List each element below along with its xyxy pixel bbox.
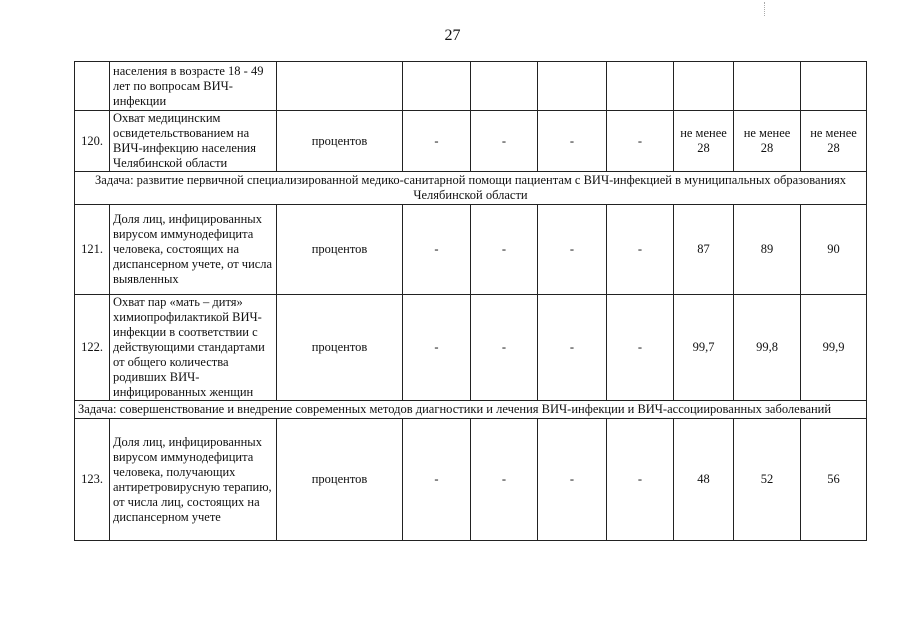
value-cell-4: - — [607, 295, 674, 401]
value-cell-5: 87 — [674, 205, 734, 295]
value-cell-6: 99,8 — [734, 295, 801, 401]
row-number: 121. — [75, 205, 110, 295]
value-cell-4: - — [607, 419, 674, 541]
value-cell-7: 56 — [801, 419, 867, 541]
value-cell-1: - — [403, 111, 471, 172]
unit-cell — [277, 62, 403, 111]
task-heading: Задача: совершенствование и внедрение современных методов диагностики и лечения ВИЧ-инфекции и ВИЧ-ассоциированных заболеваний — [75, 401, 867, 419]
table-row-121 — [75, 205, 867, 295]
unit-cell: процентов — [277, 295, 403, 401]
margin-mark — [764, 2, 769, 16]
value-cell-7: 90 — [801, 205, 867, 295]
table-row-continuation — [75, 62, 867, 111]
value-cell-5 — [674, 62, 734, 111]
value-cell-1: - — [403, 205, 471, 295]
indicator-name: Охват пар «мать – дитя» химиопрофилактикой ВИЧ-инфекции в соответствии с действующими стандартами от общего количества родивших ВИЧ-инфицированных женщин — [110, 295, 277, 401]
page-number: 27 — [444, 27, 461, 44]
value-cell-7: не менее 28 — [801, 111, 867, 172]
task-row-diagnostics — [75, 401, 867, 419]
indicator-name: Охват медицинским освидетельствованием на ВИЧ-инфекцию населения Челябинской области — [110, 111, 277, 172]
value-cell-4 — [607, 62, 674, 111]
row-number: 120. — [75, 111, 110, 172]
value-cell-5: 48 — [674, 419, 734, 541]
unit-cell: процентов — [277, 419, 403, 541]
row-number: 122. — [75, 295, 110, 401]
value-cell-2: - — [471, 295, 538, 401]
value-cell-3: - — [538, 205, 607, 295]
value-cell-1: - — [403, 295, 471, 401]
row-number: 123. — [75, 419, 110, 541]
value-cell-1: - — [403, 419, 471, 541]
table-row-122 — [75, 295, 867, 401]
table-row-120 — [75, 111, 867, 172]
task-heading: Задача: развитие первичной специализированной медико-санитарной помощи пациентам с ВИЧ-инфекцией в муниципальных образованиях Челябинской области — [75, 172, 867, 205]
unit-cell: процентов — [277, 205, 403, 295]
value-cell-3: - — [538, 295, 607, 401]
row-number — [75, 62, 110, 111]
value-cell-4: - — [607, 111, 674, 172]
value-cell-5: 99,7 — [674, 295, 734, 401]
value-cell-7: 99,9 — [801, 295, 867, 401]
value-cell-6: 52 — [734, 419, 801, 541]
value-cell-5: не менее 28 — [674, 111, 734, 172]
task-row-primary-care — [75, 172, 867, 205]
value-cell-3 — [538, 62, 607, 111]
indicator-name: Доля лиц, инфицированных вирусом иммунодефицита человека, состоящих на диспансерном учете, от числа выявленных — [110, 205, 277, 295]
value-cell-6 — [734, 62, 801, 111]
table-row-123 — [75, 419, 867, 541]
value-cell-2 — [471, 62, 538, 111]
indicators-table — [74, 61, 867, 541]
value-cell-3: - — [538, 111, 607, 172]
value-cell-2: - — [471, 111, 538, 172]
value-cell-7 — [801, 62, 867, 111]
value-cell-2: - — [471, 205, 538, 295]
value-cell-2: - — [471, 419, 538, 541]
indicator-name: населения в возрасте 18 - 49 лет по вопросам ВИЧ-инфекции — [110, 62, 277, 111]
value-cell-6: не менее 28 — [734, 111, 801, 172]
value-cell-4: - — [607, 205, 674, 295]
value-cell-3: - — [538, 419, 607, 541]
value-cell-1 — [403, 62, 471, 111]
indicator-name: Доля лиц, инфицированных вирусом иммунодефицита человека, получающих антиретровирусную терапию, от числа лиц, состоящих на диспансерном учете — [110, 419, 277, 541]
value-cell-6: 89 — [734, 205, 801, 295]
unit-cell: процентов — [277, 111, 403, 172]
